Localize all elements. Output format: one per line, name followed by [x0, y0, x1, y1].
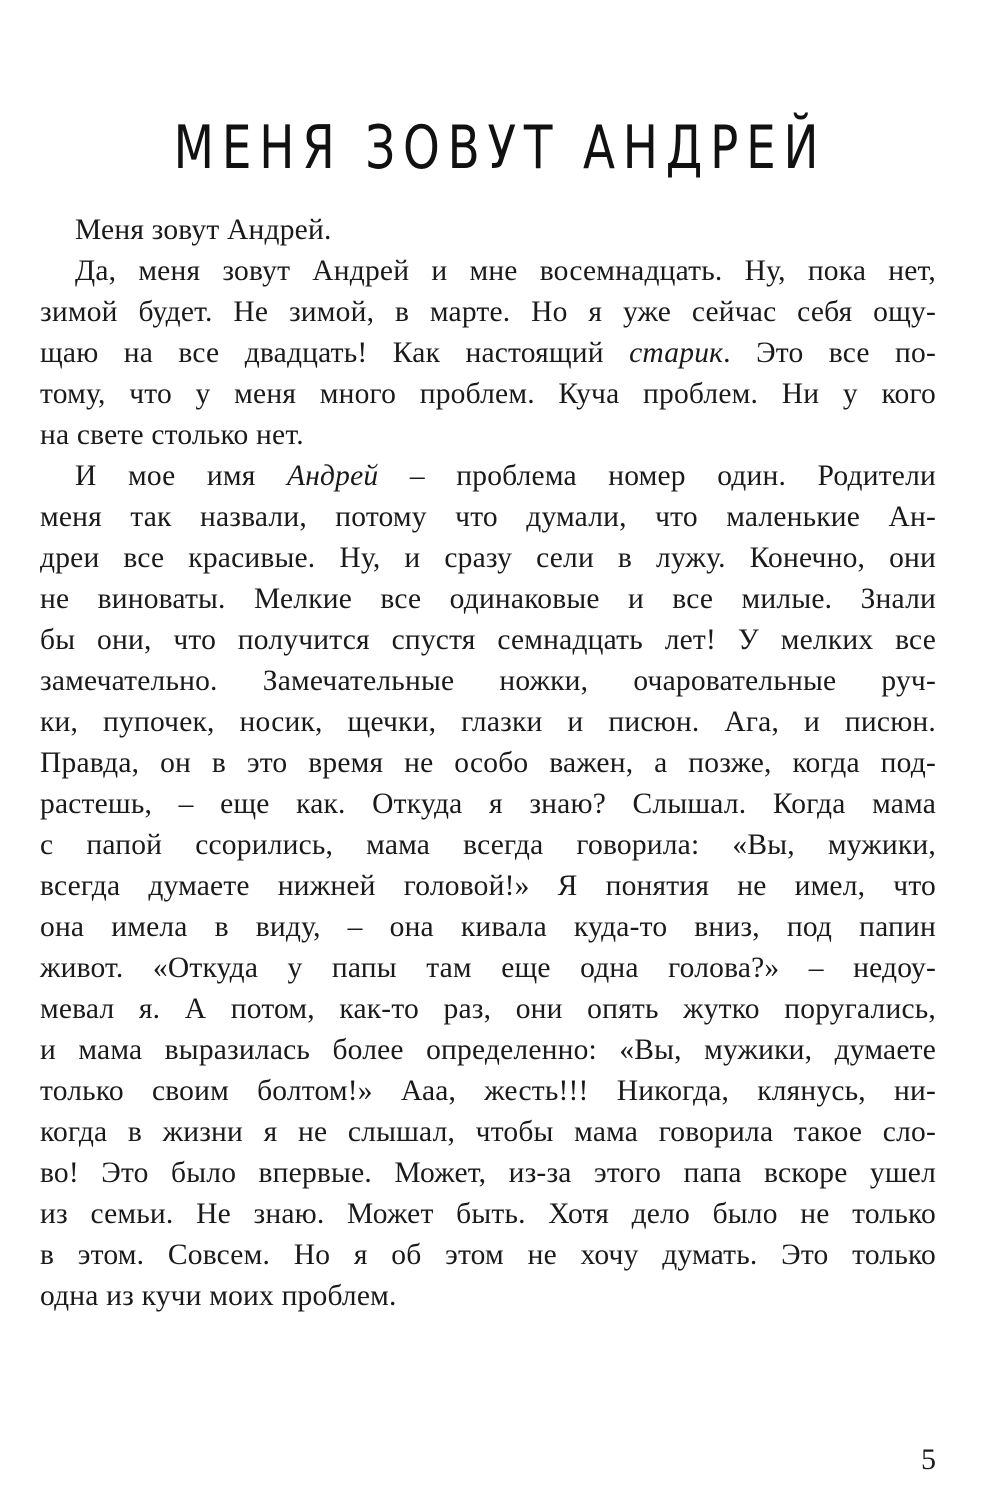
text-line — [40, 333, 936, 374]
text-line: замечательно. Замечательные ножки, очаровательные руч- — [40, 665, 936, 697]
text-line: в этом. Совсем. Но я об этом не хочу думать. Это только — [40, 1239, 936, 1271]
text-line: Да, меня зовут Андрей и мне восемнадцать. Ну, пока нет, — [75, 255, 936, 287]
text-line: Правда, он в это время не особо важен, а позже, когда под- — [40, 747, 936, 779]
text-line: зимой будет. Не зимой, в марте. Но я уже сейчас себя ощу- — [40, 296, 936, 328]
text-line: Меня зовут Андрей. — [75, 214, 332, 246]
text-line: не виноваты. Мелкие все одинаковые и все милые. Знали — [40, 583, 936, 615]
paragraph — [40, 210, 936, 251]
text-line: во! Это было впервые. Может, из-за этого папа вскоре ушел — [40, 1157, 936, 1189]
text-run: . Это все по- — [723, 337, 936, 369]
italic-word: старик — [629, 337, 724, 369]
chapter-body — [40, 210, 936, 1317]
text-line — [40, 456, 936, 497]
text-line: мевал я. А потом, как-то раз, они опять жутко поругались, — [40, 993, 936, 1025]
text-line: ки, пупочек, носик, щечки, глазки и писюн. Ага, и писюн. — [40, 706, 936, 738]
italic-word: Андрей — [287, 460, 379, 492]
text-line: когда в жизни я не слышал, чтобы мама говорила такое сло- — [40, 1116, 936, 1148]
text-run: – проблема номер один. Родители — [378, 460, 936, 492]
text-run: И мое имя — [75, 460, 287, 492]
text-line: на свете столько нет. — [40, 419, 304, 451]
text-line: и мама выразилась более определенно: «Вы, мужики, думаете — [40, 1034, 936, 1066]
chapter-title: МЕНЯ ЗОВУТ АНДРЕЙ — [173, 113, 827, 183]
text-line: бы они, что получится спустя семнадцать лет! У мелких все — [40, 624, 936, 656]
text-line: из семьи. Не знаю. Может быть. Хотя дело было не только — [40, 1198, 936, 1230]
text-line: с папой ссорились, мама всегда говорила: «Вы, мужики, — [40, 829, 936, 861]
text-line: только своим болтом!» Ааа, жесть!!! Никогда, клянусь, ни- — [40, 1075, 936, 1107]
text-run: щаю на все двадцать! Как настоящий — [40, 337, 630, 369]
text-line: одна из кучи моих проблем. — [40, 1280, 397, 1312]
text-line: растешь, – еще как. Откуда я знаю? Слышал. Когда мама — [40, 788, 936, 820]
text-line: меня так назвали, потому что думали, что маленькие Ан- — [40, 501, 936, 533]
text-line: всегда думаете нижней головой!» Я понятия не имел, что — [40, 870, 936, 902]
text-line: тому, что у меня много проблем. Куча проблем. Ни у кого — [40, 378, 936, 410]
paragraph — [40, 251, 936, 456]
text-line: живот. «Откуда у папы там еще одна голова?» – недоу- — [40, 952, 936, 984]
text-line: дреи все красивые. Ну, и сразу сели в лужу. Конечно, они — [40, 542, 936, 574]
page-number: 5 — [921, 1443, 936, 1476]
text-line: она имела в виду, – она кивала куда-то вниз, под папин — [40, 911, 936, 943]
paragraph — [40, 456, 936, 1317]
